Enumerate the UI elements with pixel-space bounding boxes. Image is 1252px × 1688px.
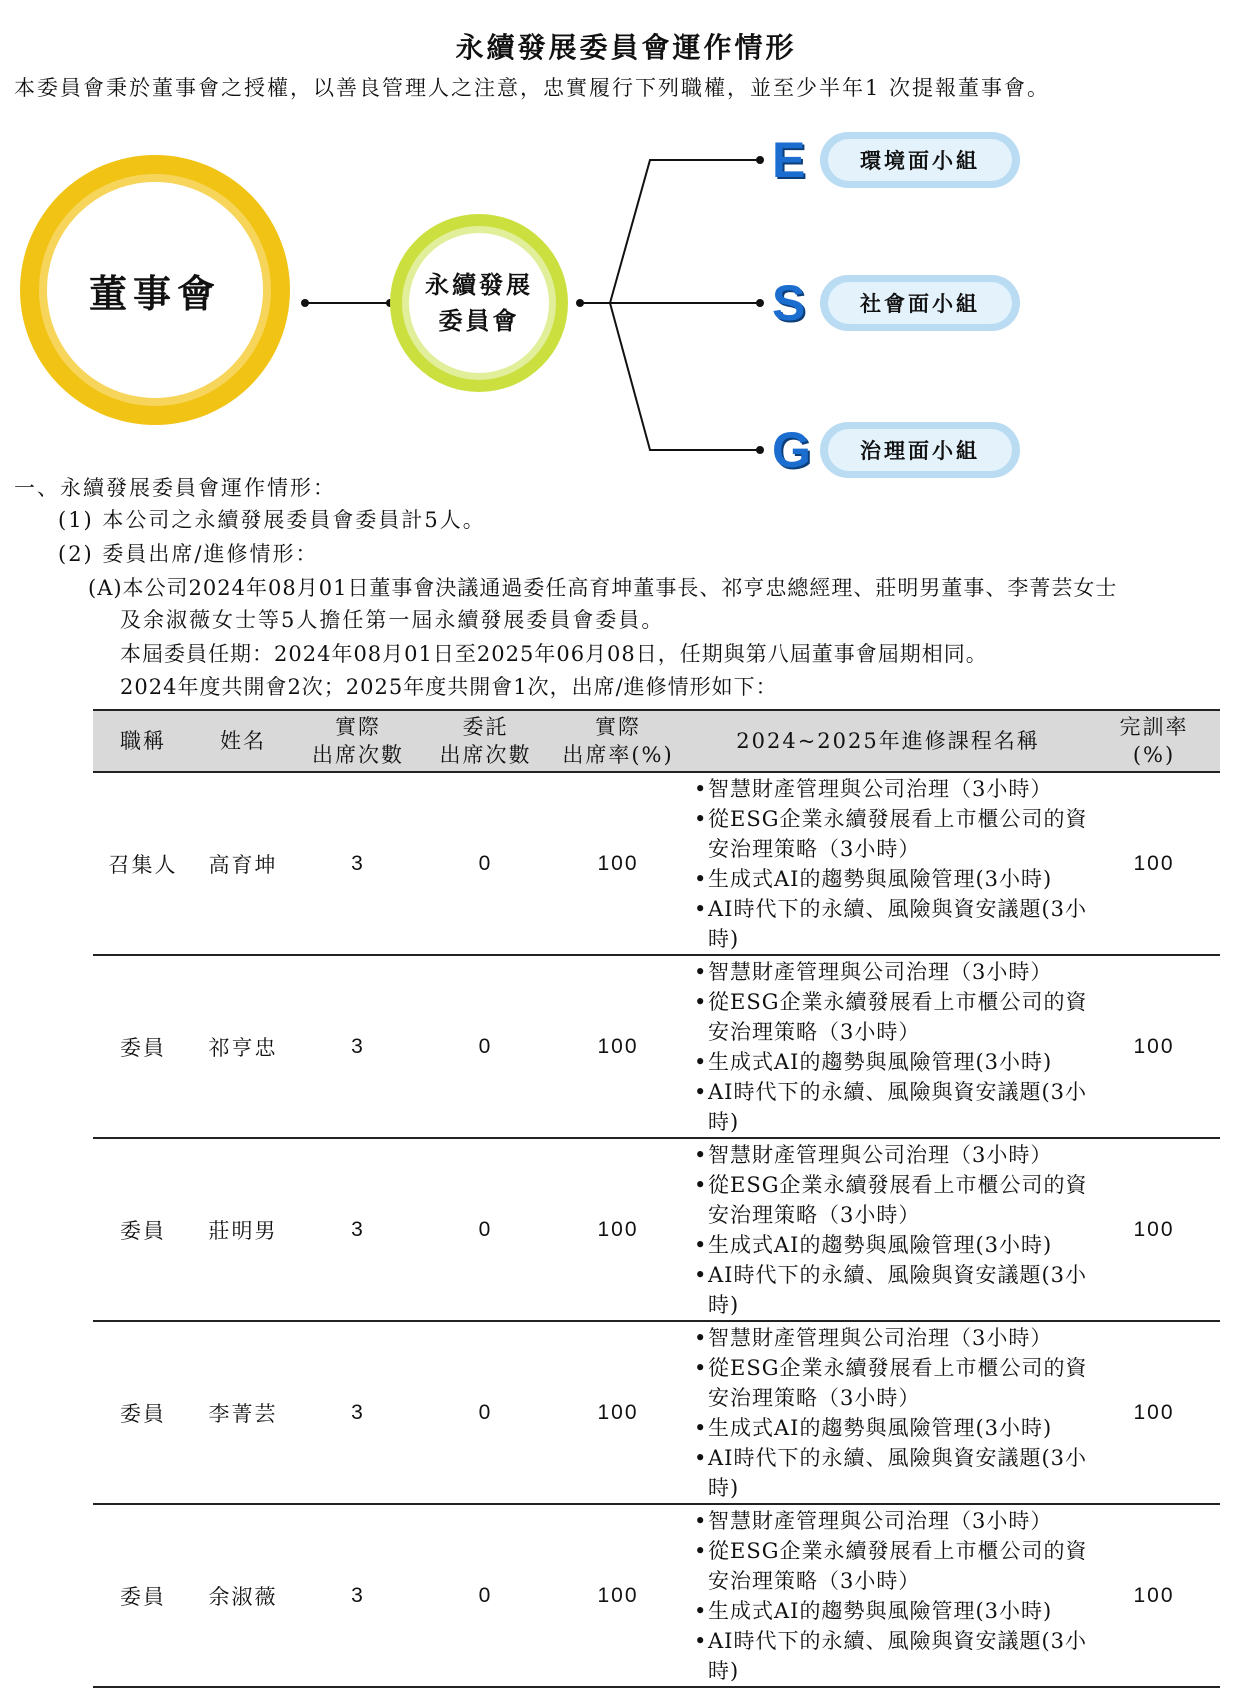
table-row <box>93 1504 1220 1687</box>
table-row <box>93 772 1220 955</box>
course-item: • AI時代下的永續、風險與資安議題(3小時) <box>694 894 1088 954</box>
proxy-attendance: 0 <box>423 1504 548 1687</box>
course-item: • AI時代下的永續、風險與資安議題(3小時) <box>694 1443 1088 1503</box>
actual-attendance: 3 <box>293 1321 423 1504</box>
completion-rate: 100 <box>1088 1138 1220 1321</box>
section-heading: 一、永續發展委員會運作情形： <box>14 476 336 500</box>
section-item-1: (1) 本公司之永續發展委員會委員計5人。 <box>58 508 486 532</box>
branch-letter-s: S <box>772 275 806 331</box>
member-title: 委員 <box>93 1138 193 1321</box>
branch-letter-e: E <box>772 132 806 188</box>
course-item: • 從ESG企業永續發展看上市櫃公司的資安治理策略（3小時） <box>694 804 1088 864</box>
social-group-pill <box>820 275 1020 331</box>
attendance-rate: 100 <box>548 955 688 1138</box>
attendance-rate: 100 <box>548 1504 688 1687</box>
course-item: • 智慧財產管理與公司治理（3小時） <box>694 774 1088 804</box>
table-row <box>93 1138 1220 1321</box>
proxy-attendance: 0 <box>423 1321 548 1504</box>
course-item: • 生成式AI的趨勢與風險管理(3小時) <box>694 1413 1088 1443</box>
course-list <box>688 772 1088 955</box>
member-title: 召集人 <box>93 772 193 955</box>
proxy-attendance: 0 <box>423 1138 548 1321</box>
member-name: 高育坤 <box>193 772 293 955</box>
appointment-line-1: (A)本公司2024年08月01日董事會決議通過委任高育坤董事長、祁亨忠總經理、莊明男董事、李菁芸女士 <box>88 576 1118 600</box>
course-item: • 智慧財產管理與公司治理（3小時） <box>694 1140 1088 1170</box>
course-item: • 從ESG企業永續發展看上市櫃公司的資安治理策略（3小時） <box>694 987 1088 1047</box>
committee-label: 永續發展 委員會 <box>409 233 549 373</box>
governance-group-pill <box>820 422 1020 478</box>
course-item: • 智慧財產管理與公司治理（3小時） <box>694 1323 1088 1353</box>
environment-group-label: 環境面小組 <box>828 139 1012 181</box>
course-item: • AI時代下的永續、風險與資安議題(3小時) <box>694 1077 1088 1137</box>
course-item: • 生成式AI的趨勢與風險管理(3小時) <box>694 1230 1088 1260</box>
course-item: • 智慧財產管理與公司治理（3小時） <box>694 1506 1088 1536</box>
member-title: 委員 <box>93 955 193 1138</box>
col-name: 姓名 <box>193 710 293 772</box>
board-circle <box>20 155 290 425</box>
proxy-attendance: 0 <box>423 772 548 955</box>
intro-paragraph: 本委員會秉於董事會之授權，以善良管理人之注意，忠實履行下列職權，並至少半年1 次提報董事會。 <box>14 76 1051 100</box>
completion-rate: 100 <box>1088 1504 1220 1687</box>
member-name: 余淑薇 <box>193 1504 293 1687</box>
course-list <box>688 1321 1088 1504</box>
course-item: • 智慧財產管理與公司治理（3小時） <box>694 957 1088 987</box>
committee-circle <box>390 214 568 392</box>
attendance-rate: 100 <box>548 1138 688 1321</box>
actual-attendance: 3 <box>293 1504 423 1687</box>
course-item: • 生成式AI的趨勢與風險管理(3小時) <box>694 1596 1088 1626</box>
appointment-line-2: 及余淑薇女士等5人擔任第一屆永續發展委員會委員。 <box>120 608 665 632</box>
col-courses: 2024~2025年進修課程名稱 <box>688 710 1088 772</box>
course-item: • 生成式AI的趨勢與風險管理(3小時) <box>694 1047 1088 1077</box>
course-item: • AI時代下的永續、風險與資安議題(3小時) <box>694 1260 1088 1320</box>
course-item: • 生成式AI的趨勢與風險管理(3小時) <box>694 864 1088 894</box>
actual-attendance: 3 <box>293 955 423 1138</box>
member-title: 委員 <box>93 1321 193 1504</box>
meetings-line: 2024年度共開會2次；2025年度共開會1次，出席/進修情形如下： <box>120 675 778 699</box>
actual-attendance: 3 <box>293 772 423 955</box>
actual-attendance: 3 <box>293 1138 423 1321</box>
member-name: 祁亨忠 <box>193 955 293 1138</box>
attendance-rate: 100 <box>548 1321 688 1504</box>
environment-group-pill <box>820 132 1020 188</box>
course-item: • 從ESG企業永續發展看上市櫃公司的資安治理策略（3小時） <box>694 1536 1088 1596</box>
col-rate: 實際 出席率(%) <box>548 710 688 772</box>
col-title: 職稱 <box>93 710 193 772</box>
member-name: 李菁芸 <box>193 1321 293 1504</box>
completion-rate: 100 <box>1088 955 1220 1138</box>
attendance-table <box>93 709 1220 1688</box>
table-header-row <box>93 710 1220 772</box>
social-group-label: 社會面小組 <box>828 282 1012 324</box>
term-line: 本屆委員任期：2024年08月01日至2025年06月08日，任期與第八屆董事會屆期相同。 <box>120 642 988 666</box>
branch-letter-g: G <box>772 422 811 478</box>
page-title: 永續發展委員會運作情形 <box>455 31 797 64</box>
attendance-rate: 100 <box>548 772 688 955</box>
course-list <box>688 1504 1088 1687</box>
col-proxy: 委託 出席次數 <box>423 710 548 772</box>
course-item: • 從ESG企業永續發展看上市櫃公司的資安治理策略（3小時） <box>694 1353 1088 1413</box>
course-list <box>688 1138 1088 1321</box>
section-item-2: (2) 委員出席/進修情形： <box>58 542 319 566</box>
col-completion: 完訓率 (%) <box>1088 710 1220 772</box>
proxy-attendance: 0 <box>423 955 548 1138</box>
col-actual: 實際 出席次數 <box>293 710 423 772</box>
table-row <box>93 955 1220 1138</box>
member-name: 莊明男 <box>193 1138 293 1321</box>
committee-structure-diagram <box>0 115 1252 495</box>
course-list <box>688 955 1088 1138</box>
completion-rate: 100 <box>1088 772 1220 955</box>
member-title: 委員 <box>93 1504 193 1687</box>
course-item: • AI時代下的永續、風險與資安議題(3小時) <box>694 1626 1088 1686</box>
table-row <box>93 1321 1220 1504</box>
governance-group-label: 治理面小組 <box>828 429 1012 471</box>
completion-rate: 100 <box>1088 1321 1220 1504</box>
course-item: • 從ESG企業永續發展看上市櫃公司的資安治理策略（3小時） <box>694 1170 1088 1230</box>
board-label: 董事會 <box>47 182 263 398</box>
